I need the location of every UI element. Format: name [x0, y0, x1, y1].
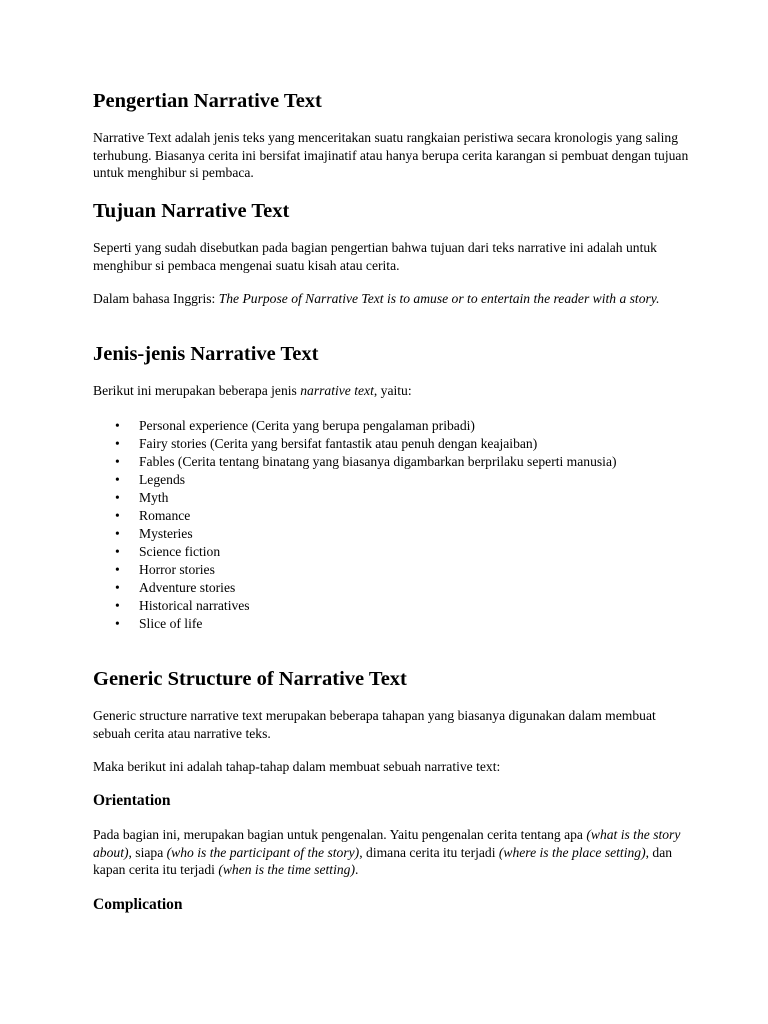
list-item: • Mysteries	[93, 525, 693, 543]
orientation-italic-3: (where is the place setting)	[498, 844, 646, 860]
paragraph-pengertian: Narrative Text adalah jenis teks yang menceritakan suatu rangkaian peristiwa secara kronologis yang saling terhubung. Biasanya cerita ini bersifat imajinatif atau hanya berupa cerita karangan si pembuat dengan tujuan untuk menghibur si pembaca.	[93, 130, 689, 180]
orientation-text-1: Pada bagian ini, merupakan bagian untuk pengenalan. Yaitu pengenalan cerita tentang apa	[93, 827, 587, 842]
list-item: • Adventure stories	[93, 579, 693, 597]
list-item: • Fables (Cerita tentang binatang yang biasanya digambarkan berprilaku seperti manusia)	[93, 453, 693, 471]
jenis-intro-suffix: , yaitu:	[373, 383, 412, 398]
list-item: • Historical narratives	[93, 597, 693, 615]
heading-complication: Complication	[93, 896, 183, 913]
list-item: • Myth	[93, 489, 693, 507]
orientation-text-4: , dan kapan cerita itu terjadi	[93, 844, 673, 877]
jenis-intro-prefix: Berikut ini merupakan beberapa jenis	[93, 383, 301, 398]
orientation-italic-1: (what is the story about)	[93, 827, 681, 860]
orientation-text-5: .	[354, 862, 359, 877]
paragraph-tujuan: Seperti yang sudah disebutkan pada bagian pengertian bahwa tujuan dari teks narrative ini adalah untuk menghibur si pembaca mengenai suatu kisah atau cerita.	[93, 240, 657, 273]
heading-tujuan: Tujuan Narrative Text	[93, 200, 290, 222]
list-item: • Personal experience (Cerita yang berupa pengalaman pribadi)	[93, 417, 693, 435]
paragraph-generic-structure: Generic structure narrative text merupakan beberapa tahapan yang biasanya digunakan dalam membuat sebuah cerita atau narrative teks.	[93, 708, 656, 741]
list-item: • Legends	[93, 471, 693, 489]
purpose-english: The Purpose of Narrative Text is to amuse or to entertain the reader with a story.	[218, 291, 660, 306]
list-item: • Romance	[93, 507, 693, 525]
heading-jenis: Jenis-jenis Narrative Text	[93, 343, 319, 365]
list-item: • Slice of life	[93, 615, 693, 633]
paragraph-tahap: Maka berikut ini adalah tahap-tahap dalam membuat sebuah narrative text:	[93, 759, 501, 774]
paragraph-purpose	[93, 290, 693, 308]
list-item: • Fairy stories (Cerita yang bersifat fantastik atau penuh dengan keajaiban)	[93, 435, 693, 453]
list-item: • Science fiction	[93, 543, 693, 561]
orientation-text-2: , siapa	[128, 844, 167, 860]
orientation-italic-2: (who is the participant of the story)	[166, 844, 360, 860]
paragraph-jenis-intro	[93, 382, 693, 400]
paragraph-orientation	[93, 826, 693, 879]
list-item: • Horror stories	[93, 561, 693, 579]
purpose-prefix: Dalam bahasa Inggris:	[93, 291, 219, 306]
jenis-intro-italic: narrative text	[300, 383, 374, 398]
orientation-text-3: , dimana cerita itu terjadi	[359, 844, 499, 860]
narrative-types-list	[93, 417, 693, 633]
heading-orientation: Orientation	[93, 792, 171, 809]
heading-pengertian: Pengertian Narrative Text	[93, 90, 322, 112]
orientation-italic-4: (when is the time setting)	[218, 862, 355, 877]
heading-generic-structure: Generic Structure of Narrative Text	[93, 668, 407, 690]
